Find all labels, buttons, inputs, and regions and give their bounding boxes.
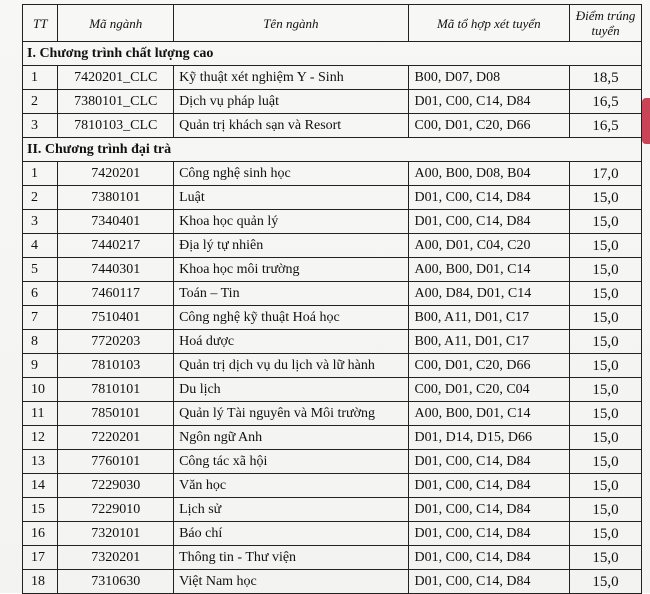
cell-score: 15,0 bbox=[570, 282, 642, 306]
cell-combo: C00, D01, C20, C04 bbox=[408, 378, 570, 402]
section-header-row bbox=[23, 42, 642, 66]
cell-code: 7320101 bbox=[58, 522, 174, 546]
table-row bbox=[23, 330, 642, 354]
red-edge-mark bbox=[642, 98, 650, 144]
cell-combo: D01, C00, C14, D84 bbox=[408, 450, 570, 474]
cell-tt: 8 bbox=[23, 330, 58, 354]
cell-name: Văn học bbox=[174, 474, 408, 498]
cell-code: 7850101 bbox=[58, 402, 174, 426]
table-row bbox=[23, 282, 642, 306]
cell-combo: A00, D01, C04, C20 bbox=[408, 234, 570, 258]
table-row bbox=[23, 354, 642, 378]
cell-score: 15,0 bbox=[570, 258, 642, 282]
cell-name: Công nghệ kỹ thuật Hoá học bbox=[174, 306, 408, 330]
header-code: Mã ngành bbox=[58, 5, 174, 42]
cell-tt: 10 bbox=[23, 378, 58, 402]
cell-tt: 6 bbox=[23, 282, 58, 306]
table-header-row bbox=[23, 5, 642, 42]
table-row bbox=[23, 474, 642, 498]
cell-combo: D01, C00, C14, D84 bbox=[408, 210, 570, 234]
cell-score: 15,0 bbox=[570, 330, 642, 354]
cell-combo: D01, C00, C14, D84 bbox=[408, 474, 570, 498]
cell-combo: D01, C00, C14, D84 bbox=[408, 90, 570, 114]
section-title: II. Chương trình đại trà bbox=[23, 138, 642, 162]
header-score: Điểm trúng tuyển bbox=[570, 5, 642, 42]
cell-name: Quản lý Tài nguyên và Môi trường bbox=[174, 402, 408, 426]
cell-score: 15,0 bbox=[570, 450, 642, 474]
cell-code: 7220201 bbox=[58, 426, 174, 450]
table-row bbox=[23, 186, 642, 210]
table-row bbox=[23, 258, 642, 282]
cell-code: 7510401 bbox=[58, 306, 174, 330]
cell-combo: A00, B00, D01, C14 bbox=[408, 258, 570, 282]
cell-name: Báo chí bbox=[174, 522, 408, 546]
cell-tt: 17 bbox=[23, 546, 58, 570]
cell-score: 15,0 bbox=[570, 546, 642, 570]
cell-code: 7420201 bbox=[58, 162, 174, 186]
cell-tt: 16 bbox=[23, 522, 58, 546]
cell-score: 15,0 bbox=[570, 186, 642, 210]
section-title: I. Chương trình chất lượng cao bbox=[23, 42, 642, 66]
cell-name: Ngôn ngữ Anh bbox=[174, 426, 408, 450]
table-row bbox=[23, 546, 642, 570]
cell-tt: 2 bbox=[23, 186, 58, 210]
cell-combo: A00, B00, D01, C14 bbox=[408, 402, 570, 426]
cell-code: 7380101 bbox=[58, 186, 174, 210]
cell-score: 15,0 bbox=[570, 498, 642, 522]
cell-score: 15,0 bbox=[570, 210, 642, 234]
cell-tt: 14 bbox=[23, 474, 58, 498]
cell-code: 7229010 bbox=[58, 498, 174, 522]
cell-score: 15,0 bbox=[570, 522, 642, 546]
header-tt: TT bbox=[23, 5, 58, 42]
cell-combo: D01, C00, C14, D84 bbox=[408, 522, 570, 546]
cell-name: Quản trị khách sạn và Resort bbox=[174, 114, 408, 138]
cell-name: Dịch vụ pháp luật bbox=[174, 90, 408, 114]
table-row bbox=[23, 522, 642, 546]
cell-name: Du lịch bbox=[174, 378, 408, 402]
cell-combo: B00, A11, D01, C17 bbox=[408, 330, 570, 354]
cell-combo: D01, C00, C14, D84 bbox=[408, 498, 570, 522]
table-row bbox=[23, 210, 642, 234]
table-row bbox=[23, 450, 642, 474]
cell-combo: A00, D84, D01, C14 bbox=[408, 282, 570, 306]
cell-code: 7460117 bbox=[58, 282, 174, 306]
cell-name: Thông tin - Thư viện bbox=[174, 546, 408, 570]
cell-name: Khoa học quản lý bbox=[174, 210, 408, 234]
cell-name: Công nghệ sinh học bbox=[174, 162, 408, 186]
cell-score: 15,0 bbox=[570, 378, 642, 402]
table-row bbox=[23, 402, 642, 426]
table-row bbox=[23, 114, 642, 138]
cell-combo: D01, D14, D15, D66 bbox=[408, 426, 570, 450]
cell-code: 7310630 bbox=[58, 570, 174, 594]
cell-tt: 1 bbox=[23, 162, 58, 186]
cell-code: 7720203 bbox=[58, 330, 174, 354]
cell-code: 7760101 bbox=[58, 450, 174, 474]
table-row bbox=[23, 498, 642, 522]
cell-score: 15,0 bbox=[570, 570, 642, 594]
cell-code: 7320201 bbox=[58, 546, 174, 570]
cell-score: 16,5 bbox=[570, 90, 642, 114]
cell-name: Luật bbox=[174, 186, 408, 210]
header-name: Tên ngành bbox=[174, 5, 408, 42]
cell-name: Khoa học môi trường bbox=[174, 258, 408, 282]
cell-score: 15,0 bbox=[570, 234, 642, 258]
cell-code: 7440217 bbox=[58, 234, 174, 258]
cell-tt: 18 bbox=[23, 570, 58, 594]
table-row bbox=[23, 66, 642, 90]
cell-score: 15,0 bbox=[570, 354, 642, 378]
cell-tt: 3 bbox=[23, 210, 58, 234]
cell-name: Lịch sử bbox=[174, 498, 408, 522]
cell-score: 16,5 bbox=[570, 114, 642, 138]
table-row bbox=[23, 234, 642, 258]
cell-score: 18,5 bbox=[570, 66, 642, 90]
cell-code: 7810103_CLC bbox=[58, 114, 174, 138]
table-row bbox=[23, 426, 642, 450]
cell-tt: 1 bbox=[23, 66, 58, 90]
cell-tt: 15 bbox=[23, 498, 58, 522]
cell-tt: 11 bbox=[23, 402, 58, 426]
table-row bbox=[23, 378, 642, 402]
cell-name: Công tác xã hội bbox=[174, 450, 408, 474]
cell-score: 15,0 bbox=[570, 402, 642, 426]
cell-tt: 13 bbox=[23, 450, 58, 474]
cell-tt: 5 bbox=[23, 258, 58, 282]
table-row bbox=[23, 162, 642, 186]
cell-combo: D01, C00, C14, D84 bbox=[408, 186, 570, 210]
cell-combo: B00, D07, D08 bbox=[408, 66, 570, 90]
cell-tt: 4 bbox=[23, 234, 58, 258]
cell-combo: D01, C00, C14, D84 bbox=[408, 570, 570, 594]
cell-name: Toán – Tin bbox=[174, 282, 408, 306]
cell-combo: C00, D01, C20, D66 bbox=[408, 114, 570, 138]
cell-combo: D01, C00, C14, D84 bbox=[408, 546, 570, 570]
cell-code: 7810101 bbox=[58, 378, 174, 402]
cell-code: 7380101_CLC bbox=[58, 90, 174, 114]
admission-score-table bbox=[22, 4, 642, 594]
cell-tt: 2 bbox=[23, 90, 58, 114]
cell-tt: 7 bbox=[23, 306, 58, 330]
table-row bbox=[23, 306, 642, 330]
cell-combo: C00, D01, C20, D66 bbox=[408, 354, 570, 378]
cell-score: 15,0 bbox=[570, 306, 642, 330]
header-combo: Mã tổ hợp xét tuyển bbox=[408, 5, 570, 42]
cell-combo: A00, B00, D08, B04 bbox=[408, 162, 570, 186]
cell-score: 15,0 bbox=[570, 474, 642, 498]
cell-name: Kỹ thuật xét nghiệm Y - Sinh bbox=[174, 66, 408, 90]
cell-name: Hoá dược bbox=[174, 330, 408, 354]
cell-combo: B00, A11, D01, C17 bbox=[408, 306, 570, 330]
cell-score: 15,0 bbox=[570, 426, 642, 450]
section-header-row bbox=[23, 138, 642, 162]
cell-name: Quản trị dịch vụ du lịch và lữ hành bbox=[174, 354, 408, 378]
cell-name: Việt Nam học bbox=[174, 570, 408, 594]
cell-score: 17,0 bbox=[570, 162, 642, 186]
cell-code: 7420201_CLC bbox=[58, 66, 174, 90]
cell-name: Địa lý tự nhiên bbox=[174, 234, 408, 258]
cell-tt: 9 bbox=[23, 354, 58, 378]
table-row bbox=[23, 570, 642, 594]
cell-code: 7440301 bbox=[58, 258, 174, 282]
table-row bbox=[23, 90, 642, 114]
cell-tt: 3 bbox=[23, 114, 58, 138]
cell-code: 7810103 bbox=[58, 354, 174, 378]
cell-code: 7340401 bbox=[58, 210, 174, 234]
cell-code: 7229030 bbox=[58, 474, 174, 498]
cell-tt: 12 bbox=[23, 426, 58, 450]
